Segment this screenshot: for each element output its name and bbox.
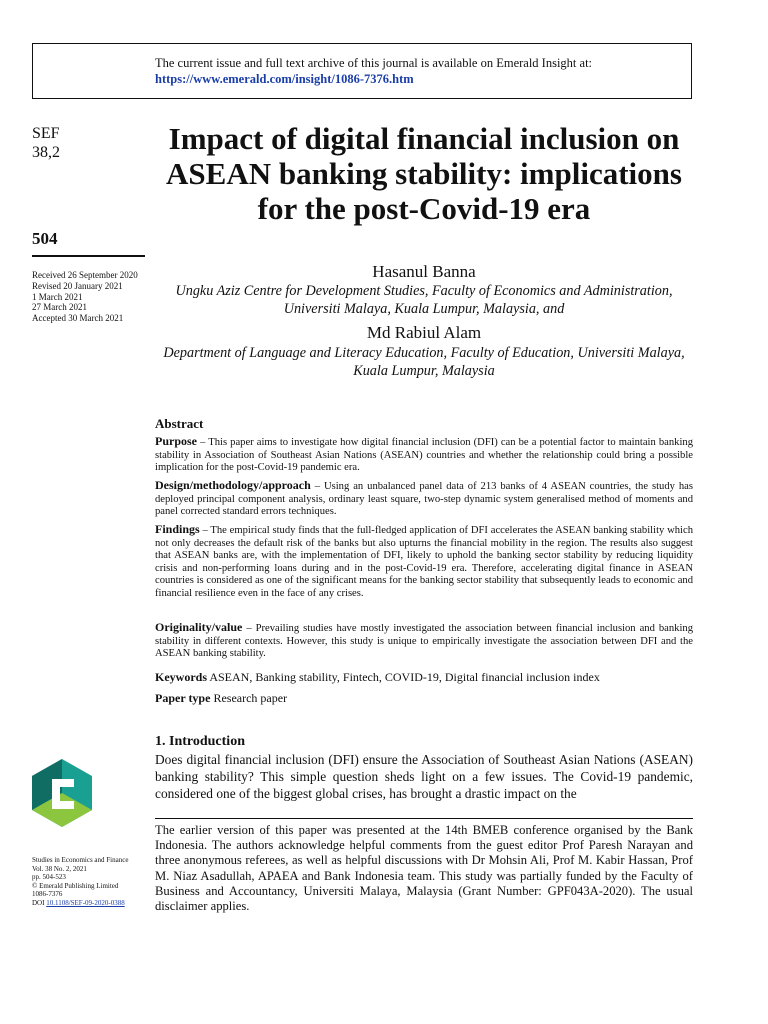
introduction-text: Does digital financial inclusion (DFI) ensure the Association of Southeast Asian Nations (ASEAN) banking stability? This simple question sheds light on a few issues. The Covid-19 pandemic, considered one of the biggest global crises, has brought a drastic impact on the xyxy=(155,752,693,801)
abstract-originality xyxy=(155,621,693,661)
copyright: © Emerald Publishing Limited xyxy=(32,881,119,890)
abstract-purpose xyxy=(155,435,693,475)
keywords-text: ASEAN, Banking stability, Fintech, COVID-19, Digital financial inclusion index xyxy=(207,670,600,684)
paper-type-label: Paper type xyxy=(155,691,211,705)
findings-label: Findings xyxy=(155,522,200,536)
author-name-1: Hasanul Banna xyxy=(372,262,476,281)
footnote-text: The earlier version of this paper was presented at the 14th BMEB conference organised by the Bank Indonesia. The authors acknowledge helpful comments from the guest editor Prof Paresh Narayan and three anonymous referees, as well as helpful discussions with Dr Mohsin Ali, Prof M. Kabir Hassan, Prof M. Niaz Asadullah, APAEA and Bank Indonesia team. This study was partially funded by the Faculty of Business and Accountancy, Universiti Malaya, Malaysia (Grant Number: GPF043A-2020). The usual disclaimer applies. xyxy=(155,823,693,914)
journal-volume-marker xyxy=(32,124,60,162)
journal-volume: Vol. 38 No. 2, 2021 xyxy=(32,864,87,873)
abstract-design xyxy=(155,479,693,519)
doi xyxy=(32,899,150,908)
date-received: Received 26 September 2020 xyxy=(32,270,138,280)
originality-label: Originality/value xyxy=(155,620,243,634)
findings-text: – The empirical study finds that the full-fledged application of DFI accelerates the ASEAN banking stability which not only decreases the default risk of the banks but also upturns the financial mobility in the region. The results also suggest that ASEAN banks are, with the implementation of DFI, likely to uphold the banking sector stability by reducing liquidity crisis and non-performing loans during and in the post-Covid-19 era. Therefore, accelerating digital finance in ASEAN countries is considered as one of the significant means for the banking sector stability that subsequently leads to economic and financial resilience even in the face of any crises. xyxy=(155,525,693,599)
doi-link[interactable]: 10.1108/SEF-09-2020-0388 xyxy=(46,898,125,907)
author-affiliation-2: Department of Language and Literacy Education, Faculty of Education, Universiti Malaya, Kuala Lumpur, Malaysia xyxy=(163,345,685,379)
journal-url-link[interactable]: https://www.emerald.com/insight/1086-7376.htm xyxy=(155,72,414,86)
date-revised: Revised 20 January 2021 xyxy=(32,280,123,291)
submission-dates xyxy=(32,270,150,324)
keywords-label: Keywords xyxy=(155,670,207,684)
notice-text: The current issue and full text archive of this journal is available on Emerald Insight at: xyxy=(155,56,593,70)
emerald-logo-icon xyxy=(30,757,94,829)
date-revised-3: 27 March 2021 xyxy=(32,302,87,313)
date-revised-2: 1 March 2021 xyxy=(32,291,83,302)
paper-type xyxy=(155,691,693,705)
introduction-heading: 1. Introduction xyxy=(155,734,245,749)
volume-issue: 38,2 xyxy=(32,144,60,161)
journal-abbreviation: SEF xyxy=(32,125,60,142)
purpose-label: Purpose xyxy=(155,434,197,448)
page-range: pp. 504-523 xyxy=(32,873,66,882)
journal-name: Studies in Economics and Finance xyxy=(32,856,129,864)
keywords xyxy=(155,670,693,684)
publication-info xyxy=(32,856,150,908)
footnote-divider xyxy=(155,818,693,819)
page-number: 504 xyxy=(32,229,145,257)
originality-text: – Prevailing studies have mostly investigated the association between financial inclusion and banking stability in different contexts. However, this study is unique to empirically investigate the association between DFI and the ASEAN banking stability. xyxy=(155,623,693,659)
issn: 1086-7376 xyxy=(32,890,63,899)
abstract-heading: Abstract xyxy=(155,416,204,431)
design-label: Design/methodology/approach xyxy=(155,478,311,492)
abstract-findings xyxy=(155,523,693,600)
purpose-text: – This paper aims to investigate how digital financial inclusion (DFI) can be a potential factor to maintain banking stability in Association of Southeast Asian Nations (ASEAN) countries and whether the relationship could bring a possible implication for the post-Covid-19 pandemic era. xyxy=(155,437,693,473)
journal-availability-notice xyxy=(32,43,692,99)
paper-type-text: Research paper xyxy=(210,691,288,705)
author-name-2: Md Rabiul Alam xyxy=(366,323,482,342)
date-accepted: Accepted 30 March 2021 xyxy=(32,313,124,324)
design-text: – Using an unbalanced panel data of 213 banks of 4 ASEAN countries, the study has deployed principal component analysis, ordinary least square, two-step dynamic system generalised method of moments and panel corrected standard errors techniques. xyxy=(155,481,693,517)
author-affiliation-1: Ungku Aziz Centre for Development Studies, Faculty of Economics and Administration, Universiti Malaya, Kuala Lumpur, Malaysia, and xyxy=(175,283,673,317)
paper-title: Impact of digital financial inclusion on ASEAN banking stability: implications for the post-Covid-19 era xyxy=(166,121,682,226)
doi-label: DOI xyxy=(32,898,45,907)
